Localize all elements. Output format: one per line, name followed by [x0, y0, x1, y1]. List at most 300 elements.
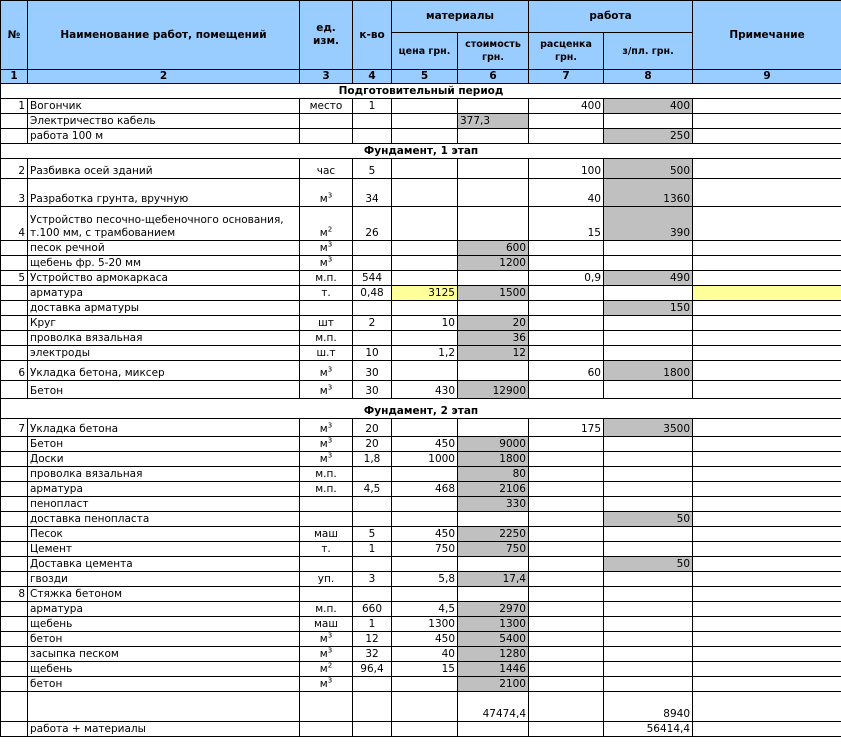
row-number-cell[interactable]	[1, 241, 28, 256]
row-number-cell[interactable]	[1, 617, 28, 632]
wage-cell[interactable]	[604, 452, 693, 467]
wage-cell[interactable]	[604, 301, 693, 316]
item-name-cell[interactable]	[28, 647, 300, 662]
price-cell[interactable]	[392, 381, 458, 399]
rate-cell[interactable]	[529, 542, 604, 557]
quantity-cell[interactable]	[353, 482, 392, 497]
quantity-cell[interactable]	[353, 346, 392, 361]
unit-cell[interactable]	[300, 256, 353, 271]
wage-cell[interactable]	[604, 572, 693, 587]
rate-cell[interactable]	[529, 527, 604, 542]
item-name-cell[interactable]	[28, 557, 300, 572]
price-cell[interactable]	[392, 207, 458, 241]
wage-cell[interactable]	[604, 647, 693, 662]
cost-cell[interactable]	[458, 381, 529, 399]
note-cell[interactable]	[693, 99, 841, 114]
unit-cell[interactable]	[300, 482, 353, 497]
row-number-cell[interactable]	[1, 286, 28, 301]
cost-cell[interactable]	[458, 316, 529, 331]
note-cell[interactable]	[693, 316, 841, 331]
section-title[interactable]: Фундамент, 2 этап	[1, 399, 841, 419]
note-cell[interactable]	[693, 677, 841, 692]
row-number-cell[interactable]	[1, 647, 28, 662]
item-name-cell[interactable]	[28, 512, 300, 527]
unit-cell[interactable]	[300, 722, 353, 737]
unit-cell[interactable]	[300, 301, 353, 316]
row-number-cell[interactable]	[1, 419, 28, 437]
rate-cell[interactable]	[529, 381, 604, 399]
cost-cell[interactable]	[458, 179, 529, 207]
cost-cell[interactable]	[458, 271, 529, 286]
quantity-cell[interactable]	[353, 271, 392, 286]
cost-cell[interactable]	[458, 677, 529, 692]
quantity-cell[interactable]	[353, 722, 392, 737]
price-cell[interactable]	[392, 361, 458, 381]
wage-cell[interactable]	[604, 677, 693, 692]
rate-cell[interactable]	[529, 512, 604, 527]
quantity-cell[interactable]	[353, 437, 392, 452]
row-number-cell[interactable]	[1, 512, 28, 527]
note-cell[interactable]	[693, 256, 841, 271]
rate-cell[interactable]	[529, 346, 604, 361]
wage-cell[interactable]	[604, 99, 693, 114]
cost-cell[interactable]	[458, 361, 529, 381]
cost-cell[interactable]	[458, 482, 529, 497]
wage-cell[interactable]	[604, 256, 693, 271]
item-name-cell[interactable]	[28, 316, 300, 331]
item-name-cell[interactable]	[28, 692, 300, 722]
row-number-cell[interactable]	[1, 602, 28, 617]
price-cell[interactable]	[392, 587, 458, 602]
unit-cell[interactable]	[300, 129, 353, 144]
note-cell[interactable]	[693, 662, 841, 677]
note-cell[interactable]	[693, 114, 841, 129]
rate-cell[interactable]	[529, 331, 604, 346]
price-cell[interactable]	[392, 419, 458, 437]
price-cell[interactable]	[392, 114, 458, 129]
price-cell[interactable]	[392, 437, 458, 452]
cost-cell[interactable]	[458, 572, 529, 587]
wage-cell[interactable]	[604, 381, 693, 399]
cost-cell[interactable]	[458, 632, 529, 647]
rate-cell[interactable]	[529, 557, 604, 572]
quantity-cell[interactable]	[353, 632, 392, 647]
row-number-cell[interactable]	[1, 452, 28, 467]
wage-cell[interactable]	[604, 557, 693, 572]
cost-cell[interactable]	[458, 587, 529, 602]
item-name-cell[interactable]	[28, 114, 300, 129]
note-cell[interactable]	[693, 419, 841, 437]
item-name-cell[interactable]	[28, 419, 300, 437]
wage-cell[interactable]	[604, 587, 693, 602]
row-number-cell[interactable]	[1, 331, 28, 346]
note-cell[interactable]	[693, 527, 841, 542]
note-cell[interactable]	[693, 542, 841, 557]
rate-cell[interactable]	[529, 286, 604, 301]
rate-cell[interactable]	[529, 99, 604, 114]
rate-cell[interactable]	[529, 241, 604, 256]
unit-cell[interactable]	[300, 114, 353, 129]
row-number-cell[interactable]	[1, 497, 28, 512]
item-name-cell[interactable]	[28, 256, 300, 271]
price-cell[interactable]	[392, 286, 458, 301]
price-cell[interactable]	[392, 129, 458, 144]
rate-cell[interactable]	[529, 692, 604, 722]
price-cell[interactable]	[392, 301, 458, 316]
price-cell[interactable]	[392, 271, 458, 286]
row-number-cell[interactable]	[1, 301, 28, 316]
price-cell[interactable]	[392, 647, 458, 662]
note-cell[interactable]	[693, 692, 841, 722]
price-cell[interactable]	[392, 99, 458, 114]
unit-cell[interactable]	[300, 99, 353, 114]
note-cell[interactable]	[693, 129, 841, 144]
rate-cell[interactable]	[529, 602, 604, 617]
price-cell[interactable]	[392, 256, 458, 271]
rate-cell[interactable]	[529, 271, 604, 286]
item-name-cell[interactable]	[28, 99, 300, 114]
quantity-cell[interactable]	[353, 602, 392, 617]
note-cell[interactable]	[693, 512, 841, 527]
rate-cell[interactable]	[529, 419, 604, 437]
unit-cell[interactable]	[300, 557, 353, 572]
wage-cell[interactable]	[604, 662, 693, 677]
quantity-cell[interactable]	[353, 159, 392, 179]
unit-cell[interactable]	[300, 617, 353, 632]
wage-cell[interactable]	[604, 542, 693, 557]
wage-cell[interactable]	[604, 437, 693, 452]
price-cell[interactable]	[392, 346, 458, 361]
item-name-cell[interactable]	[28, 361, 300, 381]
row-number-cell[interactable]	[1, 207, 28, 241]
wage-cell[interactable]	[604, 361, 693, 381]
unit-cell[interactable]	[300, 692, 353, 722]
unit-cell[interactable]	[300, 662, 353, 677]
quantity-cell[interactable]	[353, 572, 392, 587]
item-name-cell[interactable]	[28, 286, 300, 301]
note-cell[interactable]	[693, 482, 841, 497]
note-cell[interactable]	[693, 271, 841, 286]
note-cell[interactable]	[693, 557, 841, 572]
cost-cell[interactable]	[458, 301, 529, 316]
rate-cell[interactable]	[529, 482, 604, 497]
note-cell[interactable]	[693, 207, 841, 241]
wage-cell[interactable]	[604, 159, 693, 179]
note-cell[interactable]	[693, 286, 841, 301]
unit-cell[interactable]	[300, 527, 353, 542]
price-cell[interactable]	[392, 497, 458, 512]
note-cell[interactable]	[693, 346, 841, 361]
wage-cell[interactable]	[604, 241, 693, 256]
cost-cell[interactable]	[458, 557, 529, 572]
price-cell[interactable]	[392, 557, 458, 572]
row-number-cell[interactable]	[1, 316, 28, 331]
unit-cell[interactable]	[300, 346, 353, 361]
note-cell[interactable]	[693, 632, 841, 647]
quantity-cell[interactable]	[353, 677, 392, 692]
quantity-cell[interactable]	[353, 542, 392, 557]
cost-cell[interactable]	[458, 99, 529, 114]
row-number-cell[interactable]	[1, 692, 28, 722]
rate-cell[interactable]	[529, 467, 604, 482]
cost-cell[interactable]	[458, 542, 529, 557]
note-cell[interactable]	[693, 381, 841, 399]
rate-cell[interactable]	[529, 587, 604, 602]
cost-cell[interactable]	[458, 346, 529, 361]
rate-cell[interactable]	[529, 114, 604, 129]
note-cell[interactable]	[693, 159, 841, 179]
item-name-cell[interactable]	[28, 467, 300, 482]
cost-cell[interactable]	[458, 286, 529, 301]
rate-cell[interactable]	[529, 316, 604, 331]
note-cell[interactable]	[693, 331, 841, 346]
cost-cell[interactable]	[458, 602, 529, 617]
item-name-cell[interactable]	[28, 527, 300, 542]
wage-cell[interactable]	[604, 207, 693, 241]
quantity-cell[interactable]	[353, 419, 392, 437]
cost-cell[interactable]	[458, 159, 529, 179]
price-cell[interactable]	[392, 512, 458, 527]
row-number-cell[interactable]	[1, 722, 28, 737]
rate-cell[interactable]	[529, 632, 604, 647]
unit-cell[interactable]	[300, 647, 353, 662]
row-number-cell[interactable]	[1, 381, 28, 399]
cost-cell[interactable]	[458, 512, 529, 527]
unit-cell[interactable]	[300, 241, 353, 256]
unit-cell[interactable]	[300, 331, 353, 346]
quantity-cell[interactable]	[353, 286, 392, 301]
price-cell[interactable]	[392, 331, 458, 346]
wage-cell[interactable]	[604, 617, 693, 632]
cost-cell[interactable]	[458, 527, 529, 542]
wage-cell[interactable]	[604, 331, 693, 346]
unit-cell[interactable]	[300, 179, 353, 207]
rate-cell[interactable]	[529, 662, 604, 677]
unit-cell[interactable]	[300, 572, 353, 587]
row-number-cell[interactable]	[1, 587, 28, 602]
note-cell[interactable]	[693, 497, 841, 512]
item-name-cell[interactable]	[28, 159, 300, 179]
quantity-cell[interactable]	[353, 381, 392, 399]
quantity-cell[interactable]	[353, 617, 392, 632]
quantity-cell[interactable]	[353, 316, 392, 331]
unit-cell[interactable]	[300, 632, 353, 647]
note-cell[interactable]	[693, 241, 841, 256]
quantity-cell[interactable]	[353, 557, 392, 572]
row-number-cell[interactable]	[1, 99, 28, 114]
unit-cell[interactable]	[300, 512, 353, 527]
price-cell[interactable]	[392, 482, 458, 497]
quantity-cell[interactable]	[353, 647, 392, 662]
quantity-cell[interactable]	[353, 207, 392, 241]
price-cell[interactable]	[392, 632, 458, 647]
item-name-cell[interactable]	[28, 632, 300, 647]
cost-cell[interactable]	[458, 722, 529, 737]
unit-cell[interactable]	[300, 587, 353, 602]
rate-cell[interactable]	[529, 677, 604, 692]
note-cell[interactable]	[693, 617, 841, 632]
unit-cell[interactable]	[300, 452, 353, 467]
price-cell[interactable]	[392, 467, 458, 482]
unit-cell[interactable]	[300, 602, 353, 617]
wage-cell[interactable]	[604, 129, 693, 144]
wage-cell[interactable]	[604, 632, 693, 647]
item-name-cell[interactable]	[28, 722, 300, 737]
note-cell[interactable]	[693, 301, 841, 316]
row-number-cell[interactable]	[1, 572, 28, 587]
wage-cell[interactable]	[604, 316, 693, 331]
quantity-cell[interactable]	[353, 662, 392, 677]
quantity-cell[interactable]	[353, 256, 392, 271]
row-number-cell[interactable]	[1, 271, 28, 286]
quantity-cell[interactable]	[353, 361, 392, 381]
item-name-cell[interactable]	[28, 381, 300, 399]
item-name-cell[interactable]	[28, 271, 300, 286]
quantity-cell[interactable]	[353, 331, 392, 346]
wage-cell[interactable]	[604, 114, 693, 129]
unit-cell[interactable]	[300, 419, 353, 437]
item-name-cell[interactable]	[28, 482, 300, 497]
cost-cell[interactable]	[458, 241, 529, 256]
cost-cell[interactable]	[458, 331, 529, 346]
item-name-cell[interactable]	[28, 179, 300, 207]
rate-cell[interactable]	[529, 497, 604, 512]
row-number-cell[interactable]	[1, 159, 28, 179]
cost-cell[interactable]	[458, 114, 529, 129]
price-cell[interactable]	[392, 527, 458, 542]
quantity-cell[interactable]	[353, 452, 392, 467]
item-name-cell[interactable]	[28, 587, 300, 602]
cost-cell[interactable]	[458, 617, 529, 632]
quantity-cell[interactable]	[353, 467, 392, 482]
note-cell[interactable]	[693, 647, 841, 662]
note-cell[interactable]	[693, 437, 841, 452]
row-number-cell[interactable]	[1, 662, 28, 677]
row-number-cell[interactable]	[1, 527, 28, 542]
item-name-cell[interactable]	[28, 572, 300, 587]
rate-cell[interactable]	[529, 256, 604, 271]
quantity-cell[interactable]	[353, 527, 392, 542]
unit-cell[interactable]	[300, 159, 353, 179]
item-name-cell[interactable]	[28, 346, 300, 361]
unit-cell[interactable]	[300, 286, 353, 301]
cost-cell[interactable]	[458, 662, 529, 677]
price-cell[interactable]	[392, 722, 458, 737]
wage-cell[interactable]	[604, 271, 693, 286]
rate-cell[interactable]	[529, 437, 604, 452]
unit-cell[interactable]	[300, 437, 353, 452]
rate-cell[interactable]	[529, 647, 604, 662]
note-cell[interactable]	[693, 179, 841, 207]
wage-cell[interactable]	[604, 692, 693, 722]
item-name-cell[interactable]	[28, 129, 300, 144]
price-cell[interactable]	[392, 602, 458, 617]
cost-cell[interactable]	[458, 207, 529, 241]
quantity-cell[interactable]	[353, 129, 392, 144]
item-name-cell[interactable]	[28, 602, 300, 617]
row-number-cell[interactable]	[1, 437, 28, 452]
unit-cell[interactable]	[300, 467, 353, 482]
rate-cell[interactable]	[529, 572, 604, 587]
wage-cell[interactable]	[604, 527, 693, 542]
rate-cell[interactable]	[529, 722, 604, 737]
note-cell[interactable]	[693, 572, 841, 587]
wage-cell[interactable]	[604, 512, 693, 527]
wage-cell[interactable]	[604, 497, 693, 512]
price-cell[interactable]	[392, 662, 458, 677]
quantity-cell[interactable]	[353, 114, 392, 129]
rate-cell[interactable]	[529, 361, 604, 381]
price-cell[interactable]	[392, 542, 458, 557]
cost-cell[interactable]	[458, 647, 529, 662]
quantity-cell[interactable]	[353, 512, 392, 527]
item-name-cell[interactable]	[28, 241, 300, 256]
quantity-cell[interactable]	[353, 692, 392, 722]
price-cell[interactable]	[392, 179, 458, 207]
wage-cell[interactable]	[604, 722, 693, 737]
price-cell[interactable]	[392, 677, 458, 692]
wage-cell[interactable]	[604, 346, 693, 361]
note-cell[interactable]	[693, 587, 841, 602]
note-cell[interactable]	[693, 467, 841, 482]
unit-cell[interactable]	[300, 271, 353, 286]
unit-cell[interactable]	[300, 361, 353, 381]
item-name-cell[interactable]	[28, 207, 300, 241]
row-number-cell[interactable]	[1, 542, 28, 557]
price-cell[interactable]	[392, 316, 458, 331]
price-cell[interactable]	[392, 452, 458, 467]
note-cell[interactable]	[693, 602, 841, 617]
quantity-cell[interactable]	[353, 301, 392, 316]
rate-cell[interactable]	[529, 207, 604, 241]
unit-cell[interactable]	[300, 542, 353, 557]
rate-cell[interactable]	[529, 159, 604, 179]
row-number-cell[interactable]	[1, 256, 28, 271]
note-cell[interactable]	[693, 361, 841, 381]
wage-cell[interactable]	[604, 179, 693, 207]
section-title[interactable]: Фундамент, 1 этап	[1, 144, 841, 159]
quantity-cell[interactable]	[353, 241, 392, 256]
price-cell[interactable]	[392, 572, 458, 587]
cost-cell[interactable]	[458, 692, 529, 722]
wage-cell[interactable]	[604, 419, 693, 437]
cost-cell[interactable]	[458, 437, 529, 452]
item-name-cell[interactable]	[28, 301, 300, 316]
item-name-cell[interactable]	[28, 331, 300, 346]
row-number-cell[interactable]	[1, 482, 28, 497]
item-name-cell[interactable]	[28, 677, 300, 692]
unit-cell[interactable]	[300, 207, 353, 241]
rate-cell[interactable]	[529, 179, 604, 207]
row-number-cell[interactable]	[1, 467, 28, 482]
quantity-cell[interactable]	[353, 497, 392, 512]
row-number-cell[interactable]	[1, 361, 28, 381]
cost-cell[interactable]	[458, 467, 529, 482]
cost-cell[interactable]	[458, 497, 529, 512]
wage-cell[interactable]	[604, 467, 693, 482]
cost-cell[interactable]	[458, 129, 529, 144]
rate-cell[interactable]	[529, 301, 604, 316]
unit-cell[interactable]	[300, 677, 353, 692]
row-number-cell[interactable]	[1, 346, 28, 361]
quantity-cell[interactable]	[353, 587, 392, 602]
row-number-cell[interactable]	[1, 179, 28, 207]
note-cell[interactable]	[693, 452, 841, 467]
wage-cell[interactable]	[604, 286, 693, 301]
price-cell[interactable]	[392, 617, 458, 632]
price-cell[interactable]	[392, 159, 458, 179]
item-name-cell[interactable]	[28, 617, 300, 632]
